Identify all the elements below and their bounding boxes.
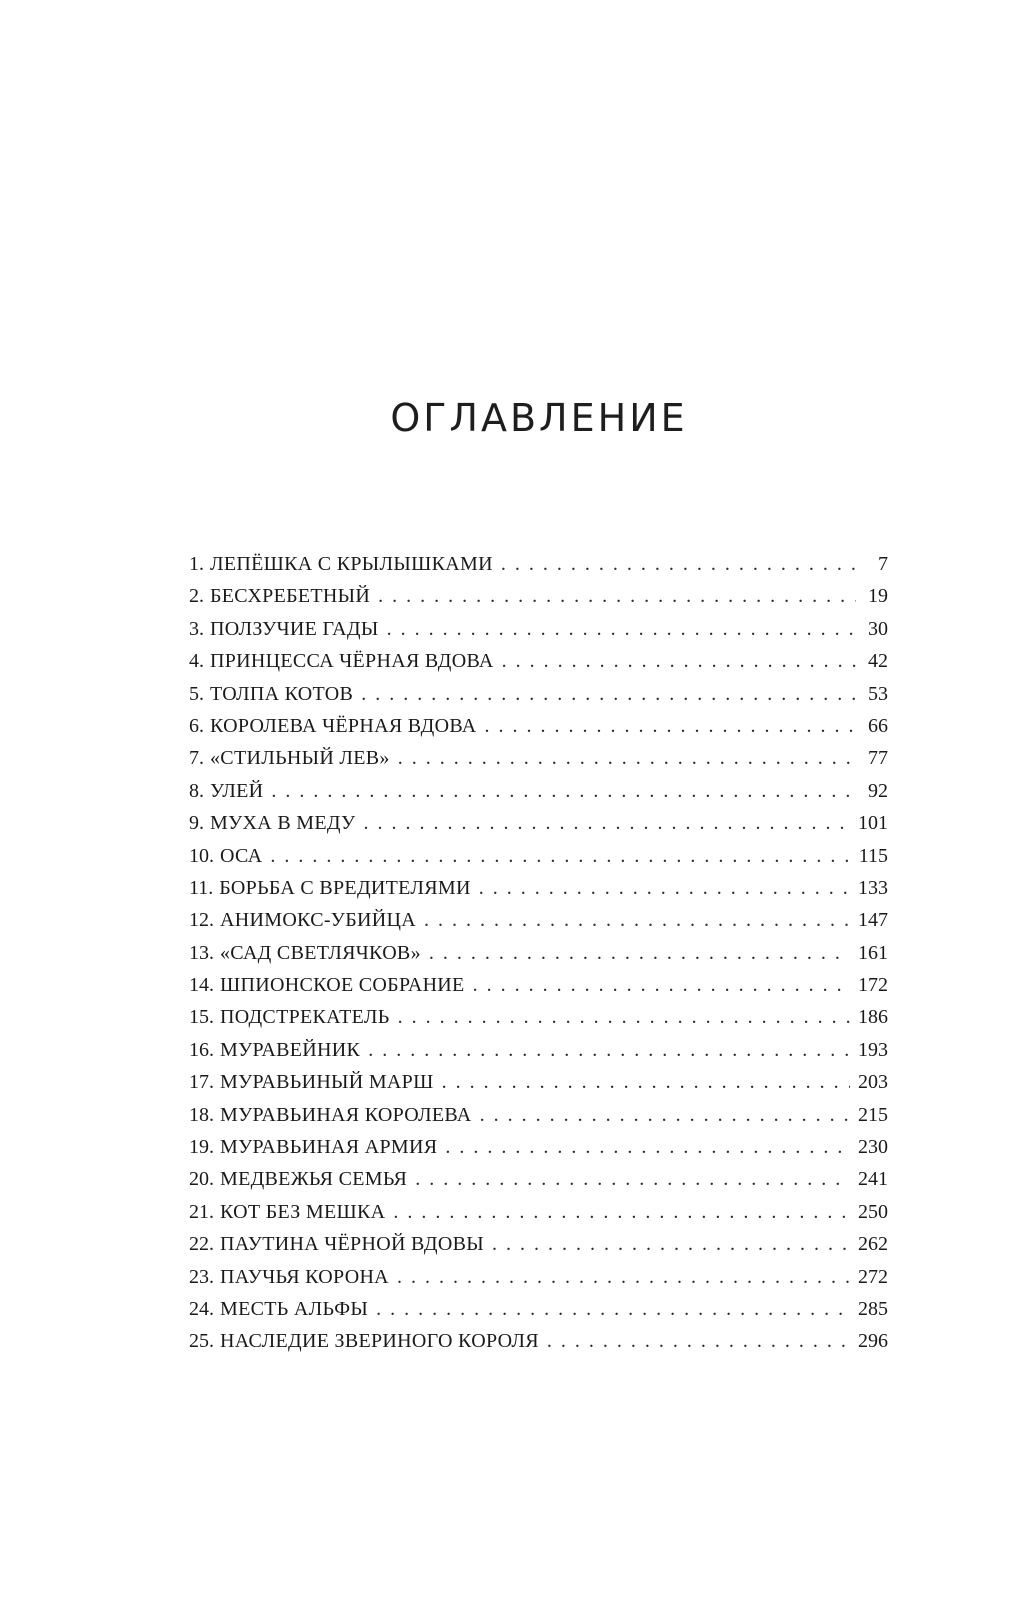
toc-entry-number: 24. <box>189 1297 214 1320</box>
toc-entry-chapter-title: ПОДСТРЕКАТЕЛЬ <box>220 1006 390 1029</box>
toc-dot-leader <box>397 1261 850 1293</box>
toc-entry-number: 5. <box>189 682 204 705</box>
toc-entry-page-number: 101 <box>858 812 888 835</box>
toc-entry-page-number: 77 <box>868 747 888 770</box>
toc-entry-number: 7. <box>189 747 204 770</box>
toc-entry <box>189 678 888 710</box>
toc-entry <box>189 1034 888 1066</box>
toc-entry <box>189 1261 888 1293</box>
toc-entry-number: 18. <box>189 1103 214 1126</box>
toc-entry <box>189 645 888 677</box>
toc-entry-chapter-title: ПАУТИНА ЧЁРНОЙ ВДОВЫ <box>220 1233 484 1256</box>
toc-dot-leader <box>492 1228 850 1260</box>
toc-dot-leader <box>442 1066 850 1098</box>
toc-dot-leader <box>378 580 856 612</box>
toc-entry-page-number: 147 <box>858 909 888 932</box>
toc-entry <box>189 1099 888 1131</box>
toc-entry-number: 12. <box>189 909 214 932</box>
toc-entry-number: 22. <box>189 1233 214 1256</box>
toc-entry-page-number: 133 <box>858 876 888 899</box>
toc-entry-number: 19. <box>189 1136 214 1159</box>
toc-entry <box>189 904 888 936</box>
toc-dot-leader <box>270 840 850 872</box>
toc-entry-number: 6. <box>189 714 204 737</box>
toc-entry-page-number: 172 <box>858 974 888 997</box>
toc-entry <box>189 1001 888 1033</box>
toc-entry-chapter-title: МУРАВЕЙНИК <box>220 1038 361 1061</box>
toc-entry-page-number: 215 <box>858 1103 888 1126</box>
toc-entry-number: 17. <box>189 1071 214 1094</box>
toc-entry-number: 4. <box>189 650 204 673</box>
toc-entry-page-number: 296 <box>858 1330 888 1353</box>
toc-entry-number: 15. <box>189 1006 214 1029</box>
toc-entry-number: 9. <box>189 812 204 835</box>
toc-entry-page-number: 250 <box>858 1200 888 1223</box>
toc-dot-leader <box>547 1325 850 1357</box>
toc-entry <box>189 1293 888 1325</box>
toc-entry <box>189 580 888 612</box>
toc-entry-number: 13. <box>189 941 214 964</box>
toc-entry-chapter-title: КОТ БЕЗ МЕШКА <box>220 1200 386 1223</box>
toc-entry-chapter-title: ПРИНЦЕССА ЧЁРНАЯ ВДОВА <box>210 650 494 673</box>
toc-entry-number: 20. <box>189 1168 214 1191</box>
toc-entry-chapter-title: ЛЕПЁШКА С КРЫЛЫШКАМИ <box>210 553 493 575</box>
toc-entry <box>189 1131 888 1163</box>
toc-entry-number: 2. <box>189 585 204 608</box>
toc-entry-chapter-title: БЕСХРЕБЕТНЫЙ <box>210 585 371 608</box>
toc-entry-page-number: 7 <box>878 553 888 575</box>
toc-entry-page-number: 241 <box>858 1168 888 1191</box>
page-title: ОГЛАВЛЕНИЕ <box>390 396 688 440</box>
toc-entry-page-number: 186 <box>858 1006 888 1029</box>
toc-entry <box>189 742 888 774</box>
toc-dot-leader <box>393 1196 850 1228</box>
toc-dot-leader <box>479 872 850 904</box>
toc-entry <box>189 1325 888 1357</box>
toc-entry-page-number: 262 <box>858 1233 888 1256</box>
toc-entry <box>189 1228 888 1260</box>
toc-entry-chapter-title: АНИМОКС-УБИЙЦА <box>220 909 417 932</box>
toc-entry-page-number: 42 <box>868 650 888 673</box>
toc-entry-chapter-title: ОСА <box>220 844 263 867</box>
toc-entry <box>189 937 888 969</box>
toc-entry-chapter-title: КОРОЛЕВА ЧЁРНАЯ ВДОВА <box>210 714 477 737</box>
toc-entry <box>189 613 888 645</box>
toc-entry-number: 25. <box>189 1330 214 1353</box>
toc-entry-page-number: 92 <box>868 779 888 802</box>
toc-entry <box>189 1163 888 1195</box>
toc-dot-leader <box>361 678 856 710</box>
toc-dot-leader <box>376 1293 850 1325</box>
toc-dot-leader <box>445 1131 850 1163</box>
toc-dot-leader <box>484 710 856 742</box>
toc-dot-leader <box>480 1099 850 1131</box>
toc-entry-chapter-title: МУХА В МЕДУ <box>210 812 356 835</box>
toc-entry <box>189 840 888 872</box>
toc-entry-number: 23. <box>189 1265 214 1288</box>
toc-entry-page-number: 193 <box>858 1038 888 1061</box>
toc-entry-page-number: 30 <box>868 617 888 640</box>
toc-entry-number: 16. <box>189 1038 214 1061</box>
toc-entry <box>189 872 888 904</box>
toc-entry-page-number: 285 <box>858 1297 888 1320</box>
toc-entry-page-number: 19 <box>868 585 888 608</box>
toc-dot-leader <box>364 807 850 839</box>
toc-entry-number: 1. <box>189 553 204 575</box>
toc-entry-chapter-title: ПАУЧЬЯ КОРОНА <box>220 1265 389 1288</box>
toc-entry-page-number: 230 <box>858 1136 888 1159</box>
toc-entry <box>189 969 888 1001</box>
toc-entry-page-number: 272 <box>858 1265 888 1288</box>
toc-dot-leader <box>502 645 856 677</box>
toc-entry-chapter-title: ТОЛПА КОТОВ <box>210 682 354 705</box>
toc-entry-number: 11. <box>189 876 214 899</box>
toc-dot-leader <box>424 904 850 936</box>
toc-dot-leader <box>398 742 856 774</box>
toc-entry <box>189 775 888 807</box>
toc-entry-chapter-title: МУРАВЬИНАЯ АРМИЯ <box>220 1136 438 1159</box>
toc-entry-page-number: 66 <box>868 714 888 737</box>
toc-entry-number: 8. <box>189 779 204 802</box>
toc-dot-leader <box>415 1163 850 1195</box>
toc-entry <box>189 1066 888 1098</box>
toc-entry-page-number: 161 <box>858 941 888 964</box>
toc-entry-chapter-title: «САД СВЕТЛЯЧКОВ» <box>220 941 421 964</box>
toc-entry-chapter-title: МЕСТЬ АЛЬФЫ <box>220 1297 369 1320</box>
toc-entry-chapter-title: МУРАВЬИНЫЙ МАРШ <box>220 1071 434 1094</box>
toc-entry-chapter-title: УЛЕЙ <box>210 779 264 802</box>
toc-dot-leader <box>398 1001 850 1033</box>
toc-entry-chapter-title: ПОЛЗУЧИЕ ГАДЫ <box>210 617 379 640</box>
toc-dot-leader <box>271 775 856 807</box>
toc-dot-leader <box>429 937 850 969</box>
toc-dot-leader <box>368 1034 850 1066</box>
toc-entry-chapter-title: МЕДВЕЖЬЯ СЕМЬЯ <box>220 1168 408 1191</box>
toc-entry <box>189 1196 888 1228</box>
toc-entry-chapter-title: БОРЬБА С ВРЕДИТЕЛЯМИ <box>219 876 471 899</box>
toc-entry-number: 14. <box>189 974 214 997</box>
toc-entry <box>189 548 888 580</box>
toc-dot-leader <box>473 969 850 1001</box>
toc-entry-chapter-title: ШПИОНСКОЕ СОБРАНИЕ <box>220 974 465 997</box>
toc-entry-chapter-title: «СТИЛЬНЫЙ ЛЕВ» <box>210 747 390 770</box>
toc-entry <box>189 710 888 742</box>
toc-dot-leader <box>501 548 856 580</box>
toc-dot-leader <box>387 613 856 645</box>
table-of-contents <box>189 548 888 1358</box>
toc-entry-chapter-title: МУРАВЬИНАЯ КОРОЛЕВА <box>220 1103 472 1126</box>
toc-entry-number: 21. <box>189 1200 214 1223</box>
toc-entry-page-number: 53 <box>868 682 888 705</box>
toc-entry-chapter-title: НАСЛЕДИЕ ЗВЕРИНОГО КОРОЛЯ <box>220 1330 539 1353</box>
toc-entry-page-number: 115 <box>858 844 888 867</box>
toc-entry-page-number: 203 <box>858 1071 888 1094</box>
toc-entry <box>189 807 888 839</box>
toc-entry-number: 10. <box>189 844 214 867</box>
toc-entry-number: 3. <box>189 617 204 640</box>
